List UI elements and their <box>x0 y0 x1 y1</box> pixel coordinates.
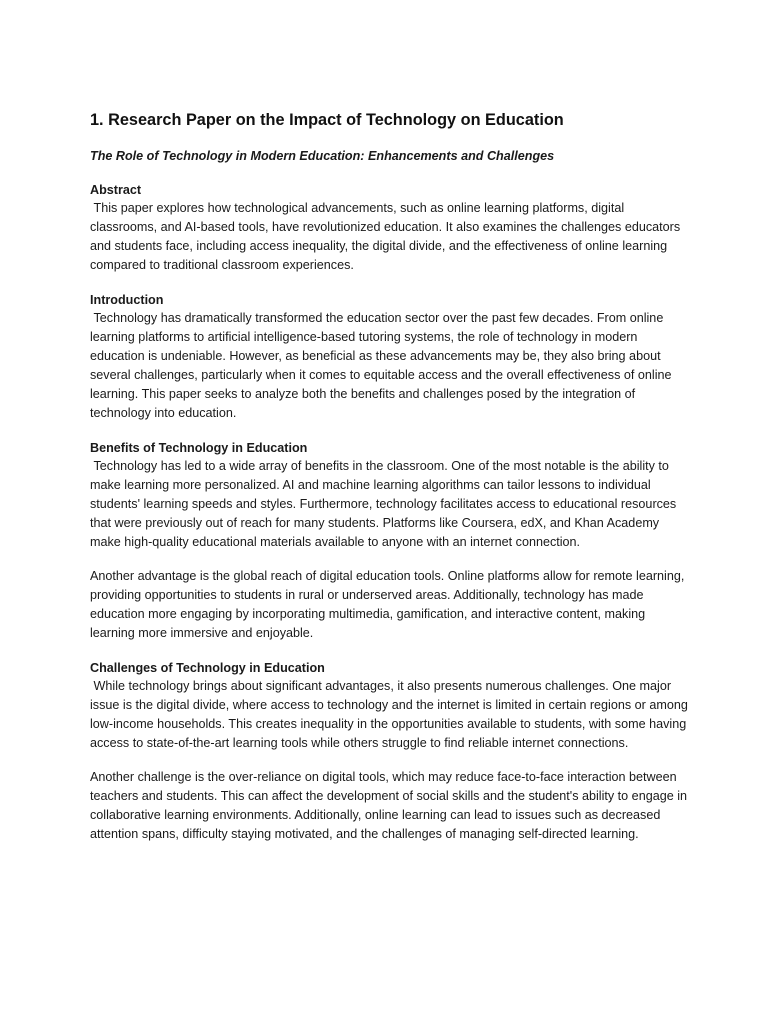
document-title: 1. Research Paper on the Impact of Technology on Education <box>90 111 564 129</box>
section-introduction <box>90 291 690 423</box>
paragraph: While technology brings about significant advantages, it also presents numerous challenges. One major issue is the digital divide, where access to technology and the internet is limited in certain regions or among low-income households. This creates inequality in the opportunities available to students, with some having access to state-of-the-art learning tools while others struggle to find reliable internet connections. <box>90 679 692 750</box>
paragraph: Technology has led to a wide array of benefits in the classroom. One of the most notable is the ability to make learning more personalized. AI and machine learning algorithms can tailor lessons to individual students' learning speeds and styles. Furthermore, technology facilitates access to educational resources that were previously out of reach for many students. Platforms like Coursera, edX, and Khan Academy make high-quality educational materials available to anyone with an internet connection. <box>90 459 680 549</box>
section-challenges <box>90 659 690 844</box>
section-benefits <box>90 439 690 643</box>
section-heading: Benefits of Technology in Education <box>90 441 308 455</box>
paragraph: Another challenge is the over-reliance on digital tools, which may reduce face-to-face interaction between teachers and students. This can affect the development of social skills and the student's ability to engage in collaborative learning environments. Additionally, online learning can lead to issues such as decreased attention spans, difficulty staying motivated, and the challenges of managing self-directed learning. <box>90 770 691 841</box>
paragraph: This paper explores how technological advancements, such as online learning platforms, digital classrooms, and AI-based tools, have revolutionized education. It also examines the challenges educators and students face, including access inequality, the digital divide, and the effectiveness of online learning compared to traditional classroom experiences. <box>90 201 684 272</box>
paragraph: Technology has dramatically transformed the education sector over the past few decades. From online learning platforms to artificial intelligence-based tutoring systems, the role of technology in modern education is undeniable. However, as beneficial as these advancements may be, they also bring about several challenges, particularly when it comes to equitable access and the overall effectiveness of online learning. This paper seeks to analyze both the benefits and challenges posed by the integration of technology into education. <box>90 311 676 420</box>
section-heading: Introduction <box>90 293 164 307</box>
document-page <box>90 110 690 844</box>
document-subtitle: The Role of Technology in Modern Education: Enhancements and Challenges <box>90 149 555 163</box>
section-abstract <box>90 181 690 275</box>
section-heading: Challenges of Technology in Education <box>90 661 325 675</box>
section-heading: Abstract <box>90 183 142 197</box>
paragraph: Another advantage is the global reach of digital education tools. Online platforms allow for remote learning, providing opportunities to students in rural or underserved areas. Additionally, technology has made education more engaging by incorporating multimedia, gamification, and interactive content, making learning more immersive and enjoyable. <box>90 569 688 640</box>
